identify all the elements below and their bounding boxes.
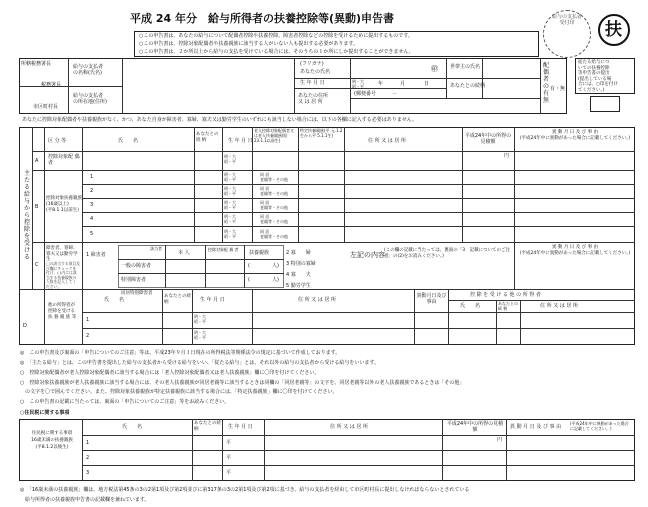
intro-box bbox=[134, 31, 539, 57]
d-col-relation: あなたとの続 柄 bbox=[164, 294, 191, 305]
widower-label[interactable]: 4 寡 夫 bbox=[286, 272, 311, 278]
dependent-no: 4 bbox=[90, 216, 94, 222]
honnin-label: 本 人 bbox=[178, 250, 190, 256]
spouse-birth-era: 明・大 昭・平 bbox=[224, 154, 236, 164]
count-unit: 人) bbox=[272, 277, 279, 283]
d-col-other: 控 除 を 受 け る 他 の 所 得 者 bbox=[470, 292, 541, 298]
d-col-other-addr: 住 所 又 は 居 所 bbox=[540, 303, 578, 309]
birth-day: 日 bbox=[424, 81, 430, 87]
note-line: ◎ この申告書及び裏面の「申告についてのご注意」等は、平成23年９月１日現在の所得税法等関係法令の規定に基づいて作成しております。 bbox=[20, 350, 341, 356]
special-widow-label[interactable]: 3 特別の寡婦 bbox=[286, 261, 316, 267]
r-row-no: 2 bbox=[86, 455, 90, 461]
section-b-label: 控除対象扶養親族 (16歳以上) (平8.1.1以前生) bbox=[46, 196, 82, 213]
d-row-era: 明・大 昭・平 bbox=[194, 314, 206, 324]
city-label: 市区町村長 bbox=[33, 104, 59, 110]
footer-line: 給与所得者の扶養親族申告書の記載欄を兼ねています。 bbox=[20, 497, 150, 503]
resident-title: ○住民税に関する事項 bbox=[20, 410, 70, 416]
r-row-era: 平 bbox=[226, 470, 232, 476]
content-note: (この欄の記載に当たっては、裏面の「3 記載についてのご注意」の(2)をお読みください。) bbox=[384, 248, 511, 259]
note-line: ○ 控除対象配偶者が老人控除対象配偶者に該当する場合には「老人控除対象配偶者又は老人扶養親族」欄に〇印を付けてください。 bbox=[20, 370, 320, 376]
d-row-no: 1 bbox=[86, 317, 90, 323]
section-a-label: 控除対象配 偶 者 bbox=[48, 154, 80, 166]
instruction-text: あなたに控除対象配偶者や扶養親族がなく、かつ、あなた自身が障害者、寡婦、寡夫又は勤労学生のいずれにも該当しない場合には、以下の各欄に記入する必要はありません。 bbox=[22, 117, 418, 123]
dependents-col-label: 扶養親族 bbox=[249, 250, 270, 256]
col-address: 住 所 又 は 居 所 bbox=[368, 138, 406, 144]
r-col-change-note: (平成24年中に異動があった場合に記載してください。) bbox=[570, 421, 629, 431]
receipt-stamp bbox=[543, 10, 591, 58]
birth-month: 月 bbox=[400, 81, 406, 87]
dependent-no: 1 bbox=[90, 174, 94, 180]
notice-mark-field[interactable] bbox=[590, 96, 620, 112]
payer-address-field[interactable] bbox=[124, 88, 292, 112]
section-d-label: 他の所得者が 控除を受ける 扶 養 親 族 等 bbox=[48, 303, 77, 320]
postcode-dash: － bbox=[392, 91, 398, 97]
householder-label: 世帯主の氏名 bbox=[450, 64, 481, 70]
payer-name-field[interactable] bbox=[124, 60, 292, 84]
disability-general: 一般の障害者 bbox=[121, 263, 152, 269]
content-label: 左記の内容 bbox=[350, 251, 385, 259]
note-line: ○ この申告書の記載に当たっては、裏面の「申告についてのご注意」等をお読みください。 bbox=[20, 399, 230, 405]
r-col-name: 氏 名 bbox=[122, 424, 143, 430]
student-label[interactable]: 5 勤労学生 bbox=[286, 283, 311, 289]
note-line: ◎ 「主たる給与」とは、この申告書を提出した給与の支払者から受ける給与をいい、「従たる給与」とは、それ以外の給与の支払者から受ける給与をいいます。 bbox=[20, 360, 379, 366]
r-col-change: 異 動 月 日 及 び 事 由 bbox=[510, 424, 562, 430]
main-side-label: 主たる給与から控除を受ける bbox=[23, 170, 30, 261]
dependent-elder[interactable]: 同 居 老親等・その他 bbox=[260, 172, 288, 182]
relation-label: あなたとの続柄 bbox=[450, 83, 486, 89]
dependent-no: 3 bbox=[90, 202, 94, 208]
spouse-income-yen: 円 bbox=[504, 153, 510, 159]
spouse-label: 配偶者の有無 bbox=[542, 62, 549, 104]
dependent-era: 明・大 昭・平 bbox=[224, 186, 236, 196]
d-col-address: 住 所 又 は 居 所 bbox=[298, 297, 336, 303]
dependent-era: 明・大 昭・平 bbox=[224, 200, 236, 210]
stamp-text: 給与の支払者受付印 bbox=[551, 14, 582, 26]
section-d-letter: D bbox=[23, 323, 27, 329]
note-line: ○ 控除対象扶養親族が老人扶養親族に該当する場合には、その老人扶養親族が同居老親等に該当するときは同欄の「同居老親等」の文字を、同居老親等以外の老人扶養親族であるときは「その他」 bbox=[20, 380, 465, 386]
postcode-label: (郵便番号 bbox=[354, 91, 376, 97]
widow-label[interactable]: 2 寡 婦 bbox=[286, 250, 311, 256]
fu-badge-text: 扶 bbox=[605, 20, 622, 40]
spouse-col-label: 控除対象配 偶 者 bbox=[208, 247, 239, 252]
householder-field[interactable] bbox=[484, 60, 538, 77]
intro-line: ○この申告書は、控除対象配偶者や扶養親族に該当する人がいない人も提出する必要があります。 bbox=[139, 41, 358, 47]
d-row-no: 2 bbox=[86, 333, 90, 339]
col-income: 平成24年中の所得の見積額 bbox=[464, 133, 512, 145]
address-field[interactable] bbox=[352, 99, 538, 113]
r-row-yen: 円 bbox=[497, 437, 503, 443]
dependent-elder[interactable]: 同 居 老親等・その他 bbox=[260, 186, 288, 196]
spouse-name-field[interactable] bbox=[84, 153, 192, 169]
birth-label: 生 年 月 日 bbox=[300, 80, 325, 86]
count-paren: ( bbox=[248, 277, 250, 283]
intro-line: ○この申告書は、２か所以上から給与の支払を受けている場合には、そのうちの１か所にしか提出することができません。 bbox=[139, 49, 414, 55]
disability-label: 1 障害者 bbox=[86, 252, 106, 258]
col-relation: あなたとの続 柄 bbox=[196, 132, 219, 143]
disability-cohabit: 同居特別障害者 bbox=[121, 291, 153, 296]
dependent-elder[interactable]: 同 居 老親等・その他 bbox=[260, 214, 288, 224]
r-row-era: 平 bbox=[226, 440, 232, 446]
tax-office-label: 税務署長 bbox=[41, 82, 62, 88]
payer-name-label: 給与の支払者 の名称(氏名) bbox=[73, 64, 104, 76]
section-c-letter: C bbox=[35, 262, 39, 268]
dependent-era: 明・大 昭・平 bbox=[224, 214, 236, 224]
col-elder: 老人控除対象配偶者又は老人扶養親族(昭23.1.1以前生) bbox=[254, 128, 294, 143]
form-title: 平成 24 年分 給与所得者の扶養控除等(異動)申告書 bbox=[130, 12, 395, 25]
section-c-change: 異 動 月 日 及 び 事 由 (平成24年中に異動があった場合に記載してください。) bbox=[519, 245, 631, 256]
notice-text: 従たる給与につ いての扶養控除 等申告書の提出 (提出している場 合には、○印を付け てください。) bbox=[578, 60, 618, 93]
section-a-letter: A bbox=[35, 158, 39, 164]
resident-label: 住民税に関する事項 16歳未満の扶養親族 (平8.1.2以後生) bbox=[31, 431, 73, 450]
section-b-letter: B bbox=[35, 204, 39, 210]
your-name-label: あなたの氏名 bbox=[300, 69, 331, 75]
dependent-era: 明・大 昭・平 bbox=[224, 172, 236, 182]
section-c-note: □の該当する項目及び欄にチェックを付け、( )内には該当する扶養親族の人数を記入してください。 bbox=[46, 261, 80, 289]
count-unit: 人) bbox=[272, 263, 279, 269]
r-col-address: 住 所 又 は 居 所 bbox=[330, 424, 368, 430]
address-label: あなたの住所 又 は 居 所 bbox=[298, 93, 329, 105]
col-change: 異 動 月 日 及 び 事 由 (平成24年中に異動があった場合に記載してください。) bbox=[519, 130, 631, 141]
col-special: 特定扶養親族(平 元.1.2生から平 5.1.1生) bbox=[300, 128, 343, 138]
col-name: 氏 名 bbox=[118, 138, 139, 144]
r-col-birth: 生 年 月 日 bbox=[228, 424, 253, 430]
relation-field[interactable] bbox=[484, 80, 538, 97]
disability-special: 特別障害者 bbox=[121, 277, 147, 283]
kubun-label: 該当者 bbox=[150, 246, 162, 251]
fu-badge bbox=[598, 14, 630, 46]
note-line: の文字を〇で囲んでください。また、控除対象扶養親族が特定扶養親族に該当する場合には、「特定扶養親族」欄に〇印を付けてください。 bbox=[20, 389, 338, 395]
r-col-relation: あなたとの続 柄 bbox=[194, 421, 221, 432]
footer-line: ◎ 「16歳未満の扶養親族」欄は、地方税法第45条の3の2第1項及び第2項並びに第317条の3の2第1項及び第2項に基づき、給与の支払者を経由して市区町村長に提出しなければならないとされている bbox=[20, 487, 470, 493]
notice-box bbox=[575, 58, 635, 94]
d-col-other-name: 氏 名 bbox=[460, 303, 481, 309]
section-c-label: 障害者、寡婦、寡夫又は勤労学生 bbox=[46, 246, 78, 262]
r-row-no: 3 bbox=[86, 470, 90, 476]
dependent-elder[interactable]: 同 居 老親等・その他 bbox=[260, 229, 288, 239]
d-col-name: 氏 名 bbox=[104, 297, 125, 303]
spouse-yn[interactable]: 有・無 bbox=[550, 86, 566, 92]
col-birth: 生 年 月 日 bbox=[228, 138, 253, 144]
d-col-change: 異動月日及び事由 bbox=[416, 293, 447, 305]
r-col-income: 平成24年中の所得の見積額 bbox=[446, 421, 504, 433]
d-col-other-rel: あなたとの続 柄 bbox=[498, 301, 518, 311]
col-category: 区 分 等 bbox=[48, 138, 67, 144]
count-paren: ( bbox=[248, 263, 250, 269]
birth-year: 年 bbox=[378, 81, 384, 87]
dependent-era: 明・大 昭・平 bbox=[224, 229, 236, 239]
your-name-field[interactable] bbox=[352, 60, 432, 77]
payer-address-label: 給与の支払者 の所在地(住所) bbox=[73, 93, 107, 105]
dependent-elder[interactable]: 同 居 老親等・その他 bbox=[260, 200, 288, 210]
d-col-birth: 生 年 月 日 bbox=[200, 297, 225, 303]
d-row-era: 明・大 昭・平 bbox=[194, 330, 206, 340]
dependent-no: 2 bbox=[90, 188, 94, 194]
seal-mark: ㊞ bbox=[431, 65, 438, 73]
birth-era: 明・大 昭・平 bbox=[352, 79, 364, 89]
furigana-label: (フリガナ) bbox=[300, 61, 324, 67]
r-row-no: 1 bbox=[86, 440, 90, 446]
office-label: 所轄税務署長 bbox=[21, 61, 52, 67]
dependent-no: 5 bbox=[90, 231, 94, 237]
r-row-era: 平 bbox=[226, 455, 232, 461]
intro-line: ○この申告書は、あなたの給与について配偶者控除や扶養控除、障害者控除などの控除を受けるために提出するものです。 bbox=[139, 33, 413, 39]
